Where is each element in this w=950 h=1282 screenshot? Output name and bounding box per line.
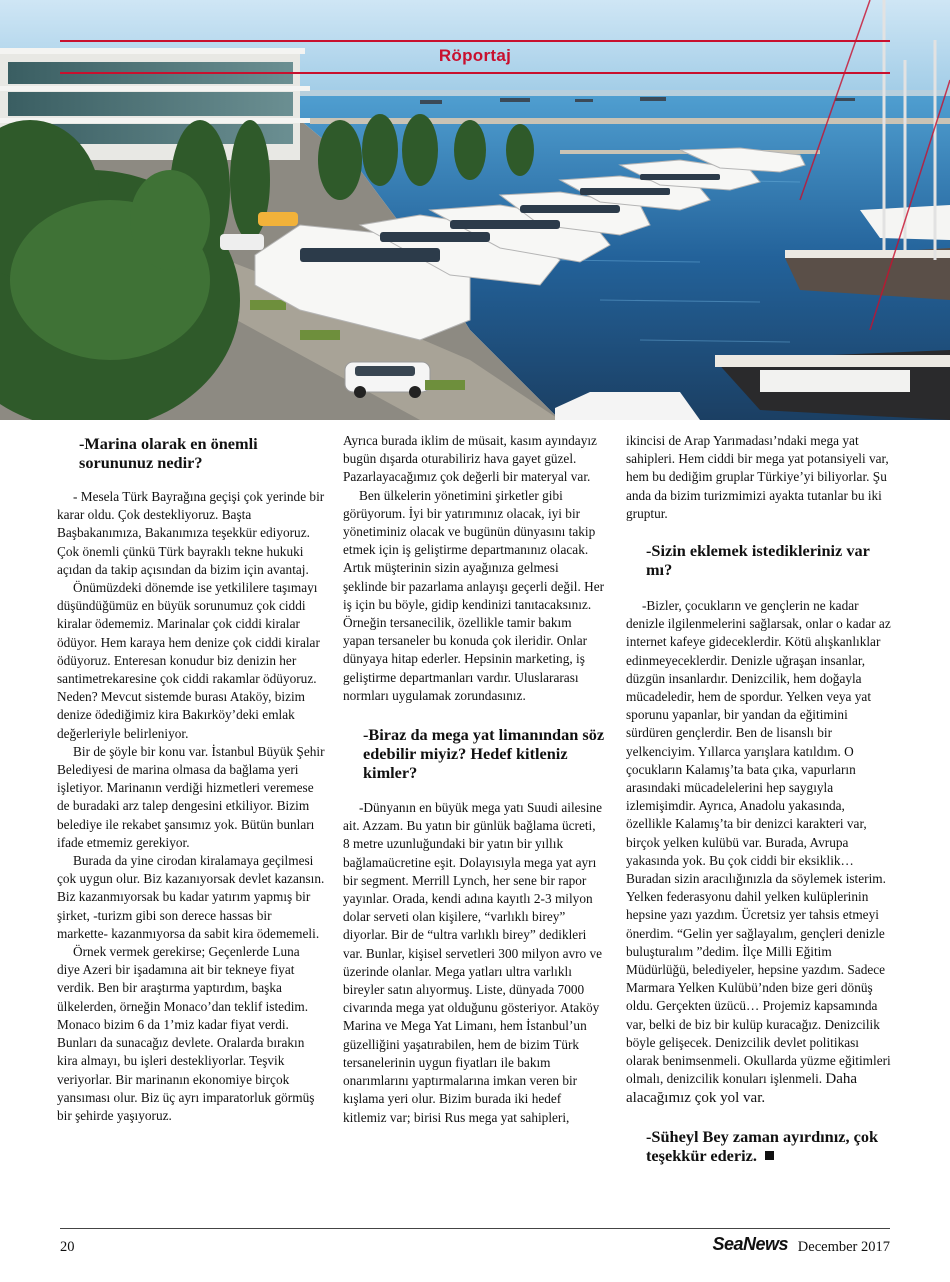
paragraph-body: -Bizler, çocukların ve gençlerin ne kadar denizle ilgilenmelerini sağlarsak, onlar o kadar az internet kafeye gideceklerdir. Kötü alışkanlıklar edinmeyeceklerdir. Denizle uğraşan insanlar, düzgün insanlardır. Denizcilik, hem doğayla mücadeledir, hem de spordur. Yelken veya yat sporunu yapanlar, bir yandan da eğitimini sürdüren gençlerdir. Ben de lisanslı bir yelkenciyim. Yıllarca yarışlara katıldım. O çocukların Kalamış’ta bata çıka, vapurların arasındaki mücadelelerini hep saygıyla izlemişimdir. Ayrıca, Anadolu yakasında, özellikle Kalamış’ta bir denizci karakteri var, birçok yelken kulübü var. Burada, Avrupa yakasında yok. Bu çok ciddi bir eksiklik… Buradan sizin aracılığınızla da söylemek isterim. Yelken federasyonu dahil yelken kulüplerinin hepsine yazı yazdım. Ücretsiz yer tahsis etmeyi önerdim. “Gelin yer sağlayalım, gençleri denizle buluşturalım ”dedim. İlçe Milli Eğitim Müdürlüğü, belediyeler, hepsine yazdım. Sadece Marmara Yelken Kulübü’nden bize geri dönüş oldu. Gerçekten üzücü… Projemiz kapsamında var, belki de biz bir kulüp kuracağız. Denizcilik böyle gelişecek. Denizcilik devlet politikası olarak benimsenmeli. Okullarda yüzme eğitimleri olmalı, denizcilik konuları işlenmeli. — [626, 598, 891, 1087]
issue-date: December 2017 — [797, 1239, 890, 1255]
paragraph: Ben ülkelerin yönetimini şirketler gibi görüyorum. İyi bir yatırımınız olacak, iyi bir yönetiminiz olacak ve bugünün dünyasını takip etmek için iş geliştirme departmanınız olacak. Artık müşterinin sizin ayağınıza gelmesi şeklinde bir pazarlama anlayışı geçerli değil. Her iş için bu böyle, gidip kendinizi tanıtacaksınız. Örneğin tersanecilik, özellikle tamir bakım yapan tersaneler bu konuda çok ileridir. Onlar dünyaya hitap ederler. Hepsinin marketing, iş geliştirme departmanları vardır. Uluslararası normları uygulamak zorundasınız. — [343, 487, 605, 703]
magazine-brand: SeaNews — [712, 1234, 788, 1254]
paragraph: -Dünyanın en büyük mega yatı Suudi ailesine ait. Azzam. Bu yatın bir günlük bağlama ücreti, 8 metre uzunluğundaki bir yatın bir yıllık bağlamaücretine eşit. Dolayısıyla mega yat ayrı bir segment. Merrill Lynch, her sene bir rapor yayınlar. Orada, kendi adına kayıtlı 2-3 milyon dolar serveti olan kişilere, “varlıklı birey” diyorlar. Bir de “ultra varlıklı birey” dedikleri var. Bunlar, kişisel servetleri 300 milyon avro ve üzerinde olanlar. Mega yatları ultra varlıklı bireyler satın alıyormuş. Liste, dünyada 7000 civarında mega yat olduğunu gösteriyor. Ataköy Marina ve Mega Yat Limanı, hem İstanbul’un güzelliğini yaşatırabilen, hem de bizim Türk tersanelerinin uygun fiyatları ile bakım onarımlarını yaptırmalarına imkan veren bir kışlama yeri olur. Bizim burada iki hedef kitlemiz var; birisi Rus mega yat sahipleri, — [343, 800, 603, 1125]
paragraph: Burada da yine cirodan kiralamaya geçilmesi çok uygun olur. Biz kazanıyorsak devlet kazansın. Biz kazanmıyorsak bu kadar yatırım yapmış bir şirket, -turizm gibi son derece hassas bir markette- kazanmıyorsa da sabit kira ödememeli. — [57, 853, 325, 941]
closing-remark — [626, 1127, 891, 1165]
question-1: -Marina olarak en önemli sorununuz nedir? — [79, 434, 258, 472]
paragraph: Bir de şöyle bir konu var. İstanbul Büyük Şehir Belediyesi de marina olmasa da bağlama yeri işletiyor. Marinanın verdiği hizmetleri veremese de buradaki arz talep dengesini etkiliyor. Bizim belediye ile rekabet şansımız yok. Bütün bunları ifade etmemiz gerekiyor. — [57, 743, 325, 850]
column-2 — [343, 432, 605, 1127]
paragraph: - Mesela Türk Bayrağına geçişi çok yerinde bir karar oldu. Çok destekliyoruz. Başta Başbakanımıza, Bakanımıza teşekkür ediyoruz. Çok önemli çünkü Türk bayraklı tekne hukuki açıdan da takip açısından da bizim için avantaj. — [57, 489, 325, 577]
paragraph: Örnek vermek gerekirse; Geçenlerde Luna diye Azeri bir işadamına ait bir tekneye fiyat verdik. Ben bir araştırma yaptırdım, başka ülkelerden, örneğin Monaco’dan teklif istedim. Monaco bizim 6 da 1’miz kadar fiyat verdi. Bunları da sunacağız devlete. Oralarda bırakın kira almayı, bu işleri destekliyorlar. Teşvik veriyorlar. Bir marinanın ekonomiye birçok yansıması olur. Biz üç ayrı imparatorluk görmüş bir şehirde yaşıyoruz. — [57, 944, 315, 1123]
question-2: -Biraz da mega yat limanından söz edebilir miyiz? Hedef kitleniz kimler? — [363, 725, 605, 783]
footer-rule — [60, 1228, 890, 1229]
column-1 — [57, 432, 325, 1125]
paragraph — [626, 597, 891, 1107]
header-rule-bottom — [60, 72, 890, 74]
header-rule-top — [60, 40, 890, 42]
paragraph: Önümüzdeki dönemde ise yetkililere taşımayı düşündüğümüz en büyük sorunumuz çok ciddi kiralar ödememiz. Marinalar çok ciddi kiralar ödüyor. Hem karaya hem denize çok ciddi kiralar ödüyoruz. Enteresan konudur biz denizin her santimetrekaresine çok ciddi rakamlar ödüyoruz. Neden? Mevcut sistemde burası Ataköy, bizim denize ödediğimiz kira Bakırköy’deki emlak değerleriyle belirleniyor. — [57, 580, 320, 741]
paragraph: ikincisi de Arap Yarımadası’ndaki mega yat sahipleri. Hem ciddi bir mega yat potansiyeli var, hem bu dediğim gruplar Türkiye’yi biliyorlar. Şu anda da bizim turizmimizi ayakta tutanlar bu iki gruptur. — [626, 433, 889, 521]
page-number: 20 — [60, 1239, 75, 1255]
paragraph: Ayrıca burada iklim de müsait, kasım ayındayız bugün dışarda oturabiliriz hava gayet güzel. Pazarlayacağımız çok değerli bir materyal var. — [343, 433, 597, 485]
section-title: Röportaj — [438, 46, 512, 65]
closing-text: -Süheyl Bey zaman ayırdınız, çok teşekkür ederiz. — [646, 1126, 879, 1165]
question-3: -Sizin eklemek istedikleriniz var mı? — [646, 541, 870, 580]
end-of-article-icon — [765, 1151, 774, 1160]
column-3 — [626, 432, 891, 1183]
paragraph-tail: Daha alacağımız çok yol var. — [626, 1071, 858, 1106]
